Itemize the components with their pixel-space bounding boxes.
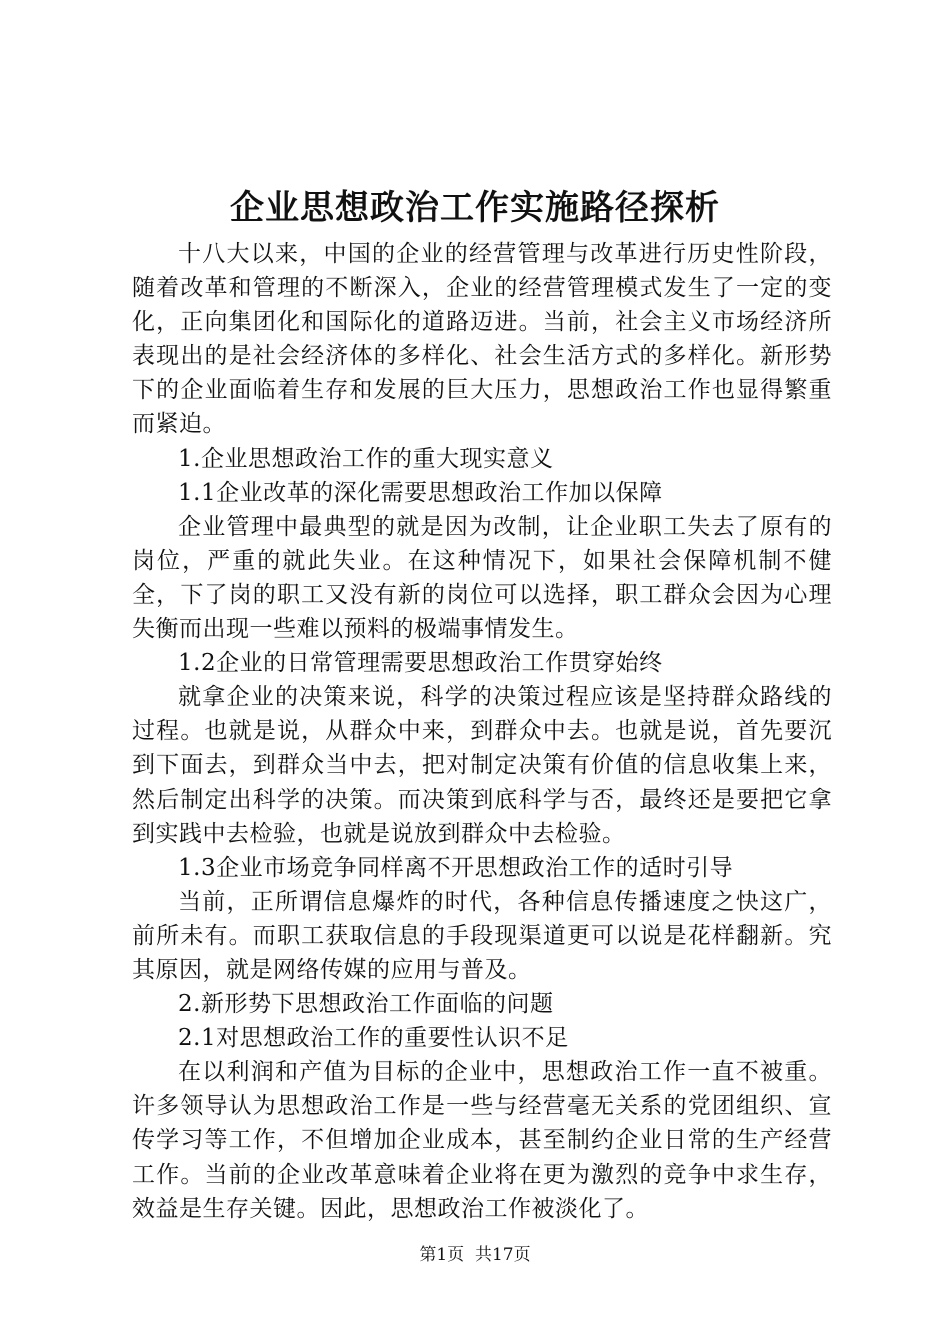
paragraph-intro: 十八大以来，中国的企业的经营管理与改革进行历史性阶段，随着改革和管理的不断深入，企业的经营管理模式发生了一定的变化，正向集团化和国际化的道路迈进。当前，社会主义市场经济所表现出的是社会经济体的多样化、社会生活方式的多样化。新形势下的企业面临着生存和发展的巨大压力，思想政治工作也显得繁重而紧迫。: [132, 241, 832, 438]
paragraph-1-2: 就拿企业的决策来说，科学的决策过程应该是坚持群众路线的过程。也就是说，从群众中来，到群众中去。也就是说，首先要沉到下面去，到群众当中去，把对制定决策有价值的信息收集上来，然后制定出科学的决策。而决策到底科学与否，最终还是要把它拿到实践中去检验，也就是说放到群众中去检验。: [132, 684, 832, 847]
section-heading-2-1: 2.1对思想政治工作的重要性认识不足: [178, 1025, 569, 1052]
paragraph-1-1: 企业管理中最典型的就是因为改制，让企业职工失去了原有的岗位，严重的就此失业。在这种情况下，如果社会保障机制不健全，下了岗的职工又没有新的岗位可以选择，职工群众会因为心理失衡而出现一些难以预料的极端事情发生。: [132, 513, 832, 643]
section-heading-2: 2.新形势下思想政治工作面临的问题: [178, 991, 554, 1018]
section-heading-1: 1.企业思想政治工作的重大现实意义: [178, 445, 554, 472]
document-body: [132, 237, 832, 1226]
page-number-label: 第1页 共17页: [419, 1245, 531, 1265]
document-title: 企业思想政治工作实施路径探析: [230, 188, 720, 228]
section-heading-1-2: 1.2企业的日常管理需要思想政治工作贯穿始终: [178, 650, 663, 677]
section-heading-1-3: 1.3企业市场竞争同样离不开思想政治工作的适时引导: [178, 854, 734, 881]
paragraph-1-3: 当前，正所谓信息爆炸的时代，各种信息传播速度之快这广，前所未有。而职工获取信息的手段现渠道更可以说是花样翻新。究其原因，就是网络传媒的应用与普及。: [132, 888, 832, 983]
paragraph-2-1: 在以利润和产值为目标的企业中，思想政治工作一直不被重。许多领导认为思想政治工作是一些与经营毫无关系的党团组织、宣传学习等工作，不但增加企业成本，甚至制约企业日常的生产经营工作。当前的企业改革意味着企业将在更为激烈的竞争中求生存，效益是生存关键。因此，思想政治工作被淡化了。: [132, 1059, 832, 1222]
section-heading-1-1: 1.1企业改革的深化需要思想政治工作加以保障: [178, 479, 663, 506]
page-footer: [0, 1243, 950, 1267]
